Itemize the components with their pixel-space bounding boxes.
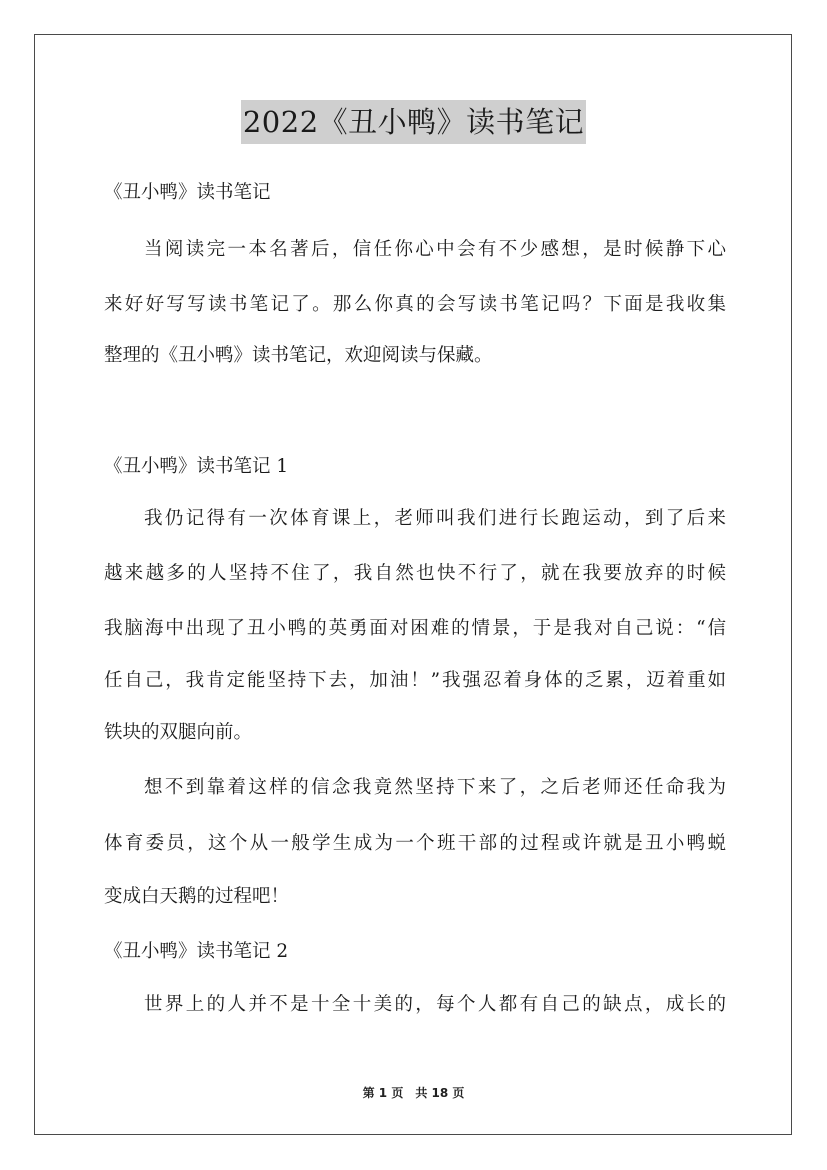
section2-heading: 《丑小鸭》读书笔记 2 (104, 941, 289, 962)
document-title: 2022《丑小鸭》读书笔记 (241, 100, 586, 144)
section1-para2-line-2: 体育委员，这个从一般学生成为一个班干部的过程或许就是丑小鸭蜕 (104, 833, 726, 854)
section2-para1-line-1: 世界上的人并不是十全十美的，每个人都有自己的缺点，成长的 (144, 994, 726, 1015)
intro-line-1: 当阅读完一本名著后，信任你心中会有不少感想，是时候静下心 (144, 239, 726, 260)
section1-para1-line-5: 铁块的双腿向前。 (104, 722, 253, 743)
section1-para1-line-1: 我仍记得有一次体育课上，老师叫我们进行长跑运动，到了后来 (144, 508, 726, 529)
section1-para2-line-1: 想不到靠着这样的信念我竟然坚持下来了，之后老师还任命我为 (144, 777, 726, 798)
section1-para1-line-3: 我脑海中出现了丑小鸭的英勇面对困难的情景，于是我对自己说：“信 (104, 618, 726, 639)
intro-line-2: 来好好写写读书笔记了。那么你真的会写读书笔记吗？下面是我收集 (104, 294, 726, 315)
page-number-footer: 第 1 页 共 18 页 (362, 1086, 465, 1100)
section1-para2-line-3: 变成白天鹅的过程吧！ (104, 886, 290, 907)
section1-para1-line-4: 任自己，我肯定能坚持下去，加油！”我强忍着身体的乏累，迈着重如 (104, 670, 726, 691)
section1-heading: 《丑小鸭》读书笔记 1 (104, 456, 289, 477)
section1-para1-line-2: 越来越多的人坚持不住了，我自然也快不行了，就在我要放弃的时候 (104, 563, 726, 584)
intro-line-3: 整理的《丑小鸭》读书笔记，欢迎阅读与保藏。 (104, 345, 493, 366)
title-container (0, 100, 827, 144)
subtitle: 《丑小鸭》读书笔记 (104, 182, 271, 203)
